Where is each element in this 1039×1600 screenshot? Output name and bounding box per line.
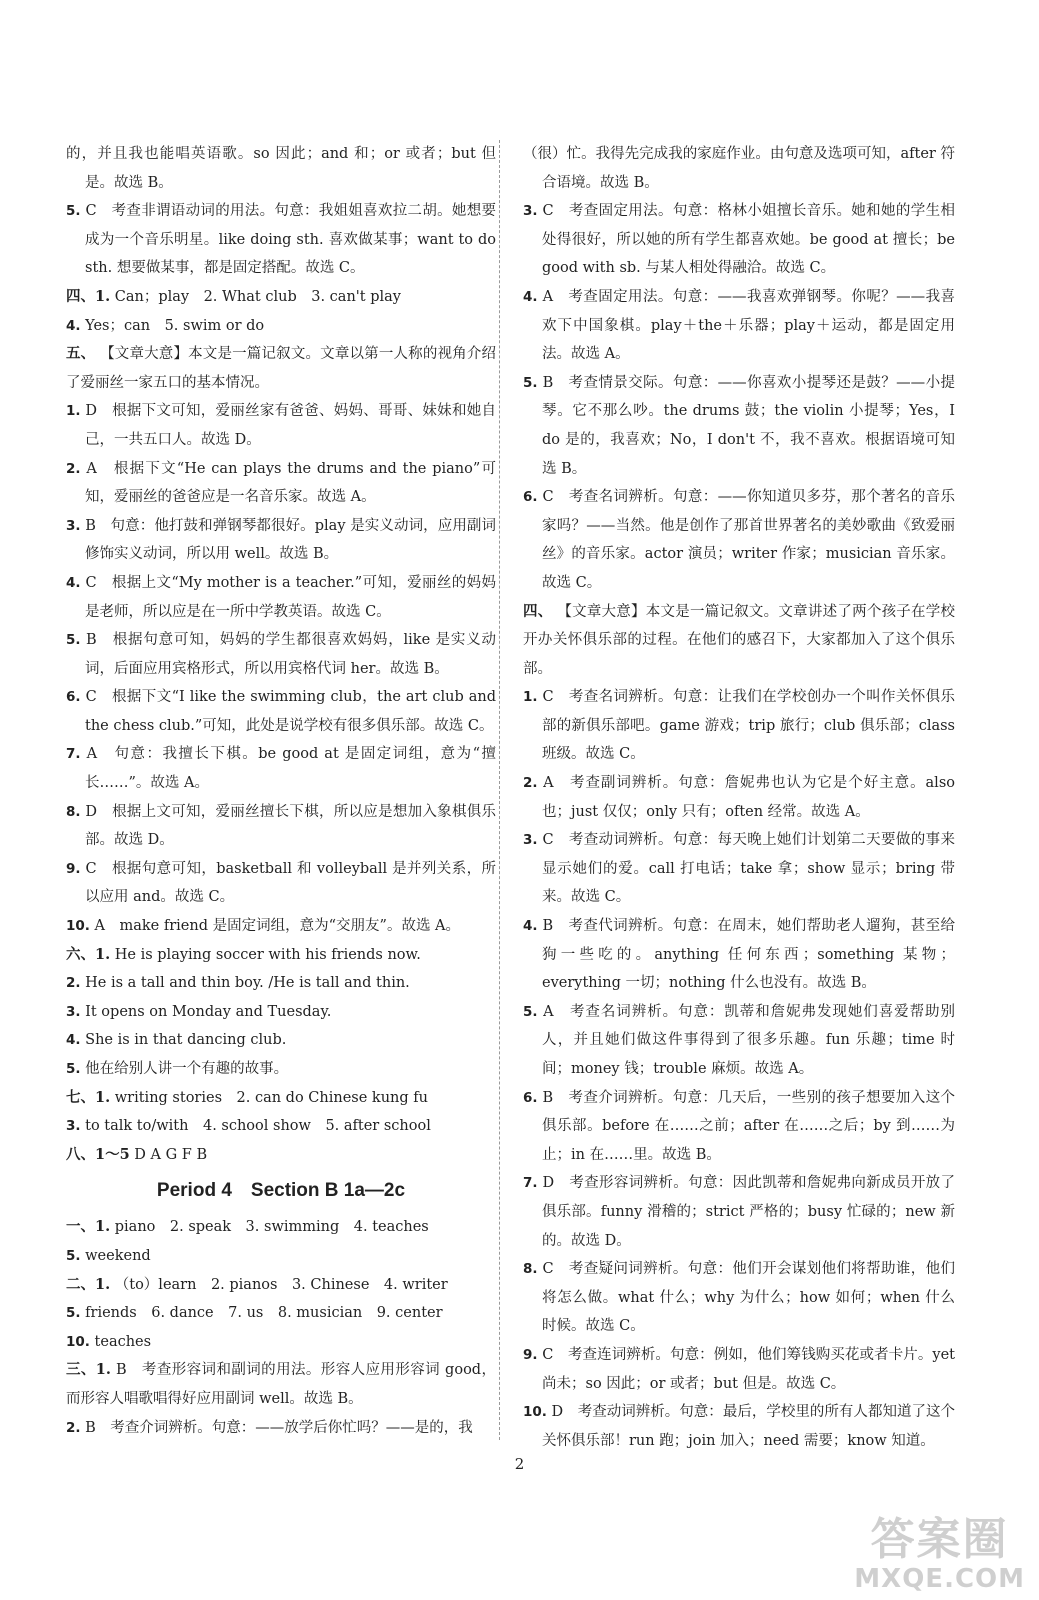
item-number: 3. bbox=[66, 1118, 81, 1135]
answer-item bbox=[523, 598, 955, 684]
item-number: 1. bbox=[523, 689, 538, 706]
answer-item bbox=[523, 826, 955, 912]
item-text: C 考查固定用法。句意：格林小姐擅长音乐。她和她的学生相处得很好，所以她的所有学生都喜欢她。be good at 擅长；be good with sb. 与某人相处得融洽。故选 C。 bbox=[542, 203, 956, 277]
answer-item bbox=[523, 369, 955, 483]
item-number: 2. bbox=[66, 975, 81, 992]
item-number: 6. bbox=[66, 689, 81, 706]
item-text: 的，并且我也能唱英语歌。so 因此；and 和；or 或者；but 但是。故选 B。 bbox=[66, 146, 496, 191]
answer-item bbox=[66, 969, 496, 998]
item-number: 7. bbox=[523, 1175, 538, 1192]
item-number: 5. bbox=[523, 1003, 538, 1020]
answer-item bbox=[66, 1213, 496, 1242]
answer-item bbox=[66, 197, 496, 283]
right-column bbox=[523, 140, 955, 1455]
item-number: 五、 bbox=[66, 345, 96, 363]
item-text: C 根据句意可知，basketball 和 volleyball 是并列关系，所以应用 and。故选 C。 bbox=[85, 860, 497, 906]
item-text: It opens on Monday and Tuesday. bbox=[85, 1003, 332, 1020]
item-text: C 考查连词辨析。句意：例如，他们筹钱购买花或者卡片。yet 尚未；so 因此；or 或者；but 但是。故选 C。 bbox=[542, 1346, 955, 1392]
answer-item bbox=[66, 855, 496, 912]
answer-item bbox=[66, 340, 496, 397]
item-text: A 考查固定用法。句意：——我喜欢弹钢琴。你呢？——我喜欢下中国象棋。play＋the＋乐器；play＋运动，都是固定用法。故选 A。 bbox=[542, 288, 955, 363]
answer-item bbox=[523, 197, 955, 283]
item-text: C 考查非谓语动词的用法。句意：我姐姐喜欢拉二胡。她想要成为一个音乐明星。like doing sth. 喜欢做某事；want to do sth. 想要做某事，都是固定搭配。故选 C。 bbox=[85, 203, 496, 277]
answer-item bbox=[523, 1169, 955, 1255]
item-number: 三、1. bbox=[66, 1361, 111, 1379]
item-text: teaches bbox=[94, 1333, 152, 1350]
answer-item bbox=[66, 941, 496, 970]
answer-item bbox=[66, 1328, 496, 1357]
item-text: C 考查动词辨析。句意：每天晚上她们计划第二天要做的事来显示她们的爱。call 打电话；take 拿；show 显示；bring 带来。故选 C。 bbox=[542, 832, 956, 906]
item-number: 6. bbox=[523, 1089, 538, 1106]
item-text: 【文章大意】本文是一篇记叙文。文章以第一人称的视角介绍了爱丽丝一家五口的基本情况。 bbox=[66, 346, 497, 391]
item-text: Yes；can 5. swim or do bbox=[85, 317, 265, 334]
item-number: 4. bbox=[66, 1032, 81, 1049]
answer-item bbox=[66, 998, 496, 1027]
answer-item bbox=[66, 1299, 496, 1328]
item-number: 3. bbox=[523, 203, 538, 220]
item-text: B 根据句意可知，妈妈的学生都很喜欢妈妈，like 是实义动词，后面应用宾格形式，所以用宾格代词 her。故选 B。 bbox=[85, 632, 497, 677]
item-text: B 考查介词辨析。句意：——放学后你忙吗？——是的，我 bbox=[85, 1419, 473, 1436]
section-heading: Period 4 Section B 1a—2c bbox=[156, 1180, 406, 1202]
item-text: D 考查形容词辨析。句意：因此凯蒂和詹妮弗向新成员开放了俱乐部。funny 滑稽的；strict 严格的；busy 忙碌的；new 新的。故选 D。 bbox=[542, 1175, 956, 1249]
item-number: 六、1. bbox=[66, 945, 111, 963]
item-text: Can；play 2. What club 3. can't play bbox=[114, 288, 401, 305]
item-text: D A G F B bbox=[134, 1146, 208, 1163]
answer-item bbox=[66, 1356, 496, 1413]
item-text: writing stories 2. can do Chinese kung fu bbox=[114, 1089, 428, 1106]
item-number: 2. bbox=[66, 1419, 81, 1436]
item-number: 8. bbox=[66, 803, 81, 820]
item-text: D 根据上文可知，爱丽丝擅长下棋，所以应是想加入象棋俱乐部。故选 D。 bbox=[85, 803, 497, 849]
item-number: 7. bbox=[66, 746, 81, 763]
answer-item bbox=[523, 912, 955, 998]
item-number: 四、1. bbox=[66, 287, 111, 305]
answer-item bbox=[66, 683, 496, 740]
answer-item bbox=[66, 626, 496, 683]
item-text: piano 2. speak 3. swimming 4. teaches bbox=[114, 1219, 429, 1236]
item-number: 1. bbox=[66, 403, 81, 420]
answer-item bbox=[66, 283, 496, 312]
item-text: A 根据下文“He can plays the drums and the piano”可知，爱丽丝的爸爸应是一名音乐家。故选 A。 bbox=[85, 460, 496, 506]
item-number: 10. bbox=[66, 1333, 90, 1350]
item-text: C 根据上文“My mother is a teacher.”可知，爱丽丝的妈妈是老师，所以应是在一所中学教英语。故选 C。 bbox=[85, 574, 497, 620]
answer-item bbox=[523, 283, 955, 369]
item-number: 一、1. bbox=[66, 1218, 111, 1236]
item-number: 4. bbox=[66, 317, 81, 334]
answer-item bbox=[66, 1141, 496, 1170]
answer-item bbox=[66, 1271, 496, 1300]
item-text: He is a tall and thin boy. /He is tall and thin. bbox=[85, 975, 410, 992]
item-text: B 考查情景交际。句意：——你喜欢小提琴还是鼓？——小提琴。它不那么吵。the drums 鼓；the violin 小提琴；Yes，I do 是的，我喜欢；No，I don't 不，我不喜欢。根据语境可知选 B。 bbox=[542, 374, 956, 477]
answer-item bbox=[523, 683, 955, 769]
watermark-logo bbox=[854, 1516, 1025, 1594]
item-number: 10. bbox=[66, 918, 90, 935]
answer-item bbox=[66, 1055, 496, 1084]
left-column bbox=[66, 140, 496, 1442]
item-number: 二、1. bbox=[66, 1275, 111, 1293]
item-text: C 考查名词辨析。句意：让我们在学校创办一个叫作关怀俱乐部的新俱乐部吧。game 游戏；trip 旅行；club 俱乐部；class 班级。故选 C。 bbox=[542, 689, 956, 763]
item-number: 6. bbox=[523, 489, 538, 506]
answer-item bbox=[66, 312, 496, 341]
item-number: 3. bbox=[523, 832, 538, 849]
answer-item bbox=[66, 1084, 496, 1113]
item-text: 【文章大意】本文是一篇记叙文。文章讲述了两个孩子在学校开办关怀俱乐部的过程。在他们的感召下，大家都加入了这个俱乐部。 bbox=[523, 603, 956, 677]
item-text: She is in that dancing club. bbox=[85, 1032, 287, 1049]
answer-item bbox=[66, 740, 496, 797]
item-number: 5. bbox=[66, 632, 81, 649]
item-text: A 考查副词辨析。句意：詹妮弗也认为它是个好主意。also 也；just 仅仅；only 只有；often 经常。故选 A。 bbox=[542, 775, 955, 820]
answer-item bbox=[66, 798, 496, 855]
item-number: 10. bbox=[523, 1404, 547, 1421]
answer-item bbox=[66, 512, 496, 569]
answer-item bbox=[523, 1341, 955, 1398]
answer-item bbox=[66, 140, 496, 197]
item-number: 3. bbox=[66, 517, 81, 534]
item-number: 5. bbox=[523, 374, 538, 391]
item-text: He is playing soccer with his friends now. bbox=[114, 946, 421, 963]
answer-item bbox=[66, 1026, 496, 1055]
answer-item bbox=[66, 397, 496, 454]
item-text: C 考查疑问词辨析。句意：他们开会谋划他们将帮助谁，他们将怎么做。what 什么；why 为什么；how 如何；when 什么时候。故选 C。 bbox=[542, 1261, 956, 1335]
item-text: B 考查代词辨析。句意：在周末，她们帮助老人遛狗，甚至给狗一些吃的。anything 任何东西；something 某物；everything 一切；nothing 什么也没有。故选 B。 bbox=[542, 918, 956, 992]
item-text: B 考查形容词和副词的用法。形容人应用形容词 good，而形容人唱歌唱得好应用副词 well。故选 B。 bbox=[66, 1362, 496, 1407]
item-number: 9. bbox=[66, 860, 81, 877]
answer-item bbox=[66, 912, 496, 941]
answer-item bbox=[523, 769, 955, 826]
page-number: 2 bbox=[514, 1455, 525, 1473]
item-number: 4. bbox=[523, 918, 538, 935]
item-text: B 考查介词辨析。句意：几天后，一些别的孩子想要加入这个俱乐部。before 在……之前；after 在……之后；by 到……为止；in 在……里。故选 B。 bbox=[542, 1089, 956, 1163]
item-text: friends 6. dance 7. us 8. musician 9. center bbox=[85, 1305, 443, 1322]
watermark-bottom: MXQE.COM bbox=[854, 1564, 1025, 1594]
answer-item bbox=[66, 569, 496, 626]
answer-item bbox=[66, 1112, 496, 1141]
item-number: 4. bbox=[523, 288, 538, 305]
answer-item bbox=[66, 1242, 496, 1271]
item-number: 8. bbox=[523, 1261, 538, 1278]
item-text: （很）忙。我得先完成我的家庭作业。由句意及选项可知，after 符合语境。故选 B。 bbox=[523, 146, 955, 191]
item-text: A make friend 是固定词组，意为“交朋友”。故选 A。 bbox=[94, 918, 461, 935]
column-divider bbox=[499, 140, 500, 1440]
answer-item bbox=[523, 140, 955, 197]
item-text: C 考查名词辨析。句意：——你知道贝多芬，那个著名的音乐家吗？——当然。他是创作了那首世界著名的美妙歌曲《致爱丽丝》的音乐家。actor 演员；writer 作家；musician 音乐家。故选 C。 bbox=[542, 489, 956, 591]
item-text: A 考查名词辨析。句意：凯蒂和詹妮弗发现她们喜爱帮助别人，并且她们做这件事得到了很多乐趣。fun 乐趣；time 时间；money 钱；trouble 麻烦。故选 A。 bbox=[542, 1003, 955, 1077]
answer-item bbox=[523, 1398, 955, 1455]
item-number: 七、1. bbox=[66, 1088, 111, 1106]
item-text: D 考查动词辨析。句意：最后，学校里的所有人都知道了这个关怀俱乐部！run 跑；join 加入；need 需要；know 知道。 bbox=[542, 1404, 956, 1449]
answer-item bbox=[523, 1255, 955, 1341]
item-text: D 根据下文可知，爱丽丝家有爸爸、妈妈、哥哥、妹妹和她自己，一共五口人。故选 D。 bbox=[85, 403, 497, 448]
item-number: 5. bbox=[66, 1305, 81, 1322]
item-number: 八、1～5 bbox=[66, 1145, 130, 1163]
item-number: 3. bbox=[66, 1003, 81, 1020]
answer-item bbox=[523, 483, 955, 597]
item-text: （to）learn 2. pianos 3. Chinese 4. writer bbox=[114, 1276, 448, 1293]
answer-item bbox=[523, 1084, 955, 1170]
item-number: 4. bbox=[66, 574, 81, 591]
item-text: weekend bbox=[85, 1247, 151, 1264]
item-text: 他在给别人讲一个有趣的故事。 bbox=[85, 1061, 289, 1077]
answer-item bbox=[66, 1414, 496, 1443]
item-number: 2. bbox=[66, 460, 81, 477]
item-text: to talk to/with 4. school show 5. after school bbox=[85, 1118, 431, 1135]
item-text: B 句意：他打鼓和弹钢琴都很好。play 是实义动词，应用副词修饰实义动词，所以用 well。故选 B。 bbox=[85, 517, 496, 563]
item-number: 2. bbox=[523, 775, 538, 792]
watermark-top: 答案圈 bbox=[870, 1514, 1009, 1565]
item-number: 四、 bbox=[523, 602, 553, 620]
answer-item bbox=[66, 455, 496, 512]
item-number: 5. bbox=[66, 1247, 81, 1264]
item-text: C 根据下文“I like the swimming club，the art club and the chess club.”可知，此处是说学校有很多俱乐部。故选 C。 bbox=[85, 689, 497, 734]
item-text: A 句意：我擅长下棋。be good at 是固定词组，意为“擅长……”。故选 A。 bbox=[85, 746, 497, 792]
answer-item bbox=[523, 998, 955, 1084]
item-number: 9. bbox=[523, 1346, 538, 1363]
item-number: 5. bbox=[66, 1061, 81, 1077]
item-number: 5. bbox=[66, 203, 81, 220]
